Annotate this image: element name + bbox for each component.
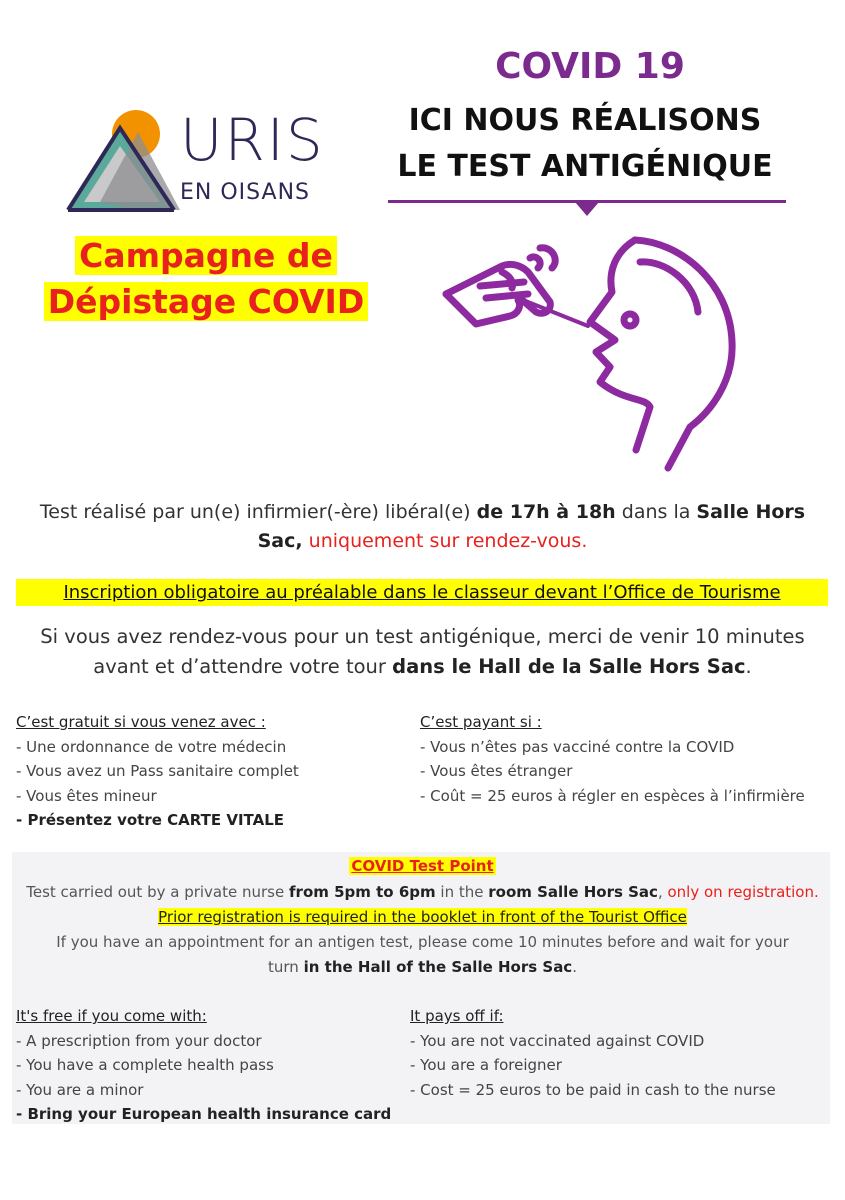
logo-subtitle: EN OISANS [180, 180, 310, 205]
en-free-list [16, 1004, 406, 1127]
en-wait-period: . [572, 957, 577, 976]
header-pointer [575, 202, 599, 216]
en-title [0, 856, 845, 875]
list-item: - Cost = 25 euros to be paid in cash to the nurse [410, 1080, 776, 1099]
campaign-title-line1: Campagne de [36, 236, 376, 276]
en-wait-text-2: turn [268, 957, 299, 976]
fr-intro-time: de 17h à 18h [476, 501, 616, 523]
header-line2: LE TEST ANTIGÉNIQUE [397, 149, 773, 184]
list-item: - You are a foreigner [410, 1056, 562, 1074]
fr-registration-banner [16, 579, 828, 606]
en-intro [0, 880, 845, 905]
uris-logo [62, 106, 352, 226]
fr-wait-instructions [0, 622, 845, 682]
fr-intro-text: Test réalisé par un(e) infirmier(-ère) libéral(e) [39, 501, 471, 523]
header-line1: ICI NOUS RÉALISONS [408, 103, 762, 138]
list-item: - Coût = 25 euros à régler en espèces à l’infirmière [420, 786, 805, 805]
fr-free-list [16, 710, 406, 833]
fr-intro-place: Salle Hors [696, 501, 806, 523]
fr-paid-heading: C’est payant si : [420, 713, 542, 731]
logo-brand-text: URIS [180, 106, 325, 174]
list-item: - Vous avez un Pass sanitaire complet [16, 762, 299, 780]
fr-intro-appointment: uniquement sur rendez-vous. [308, 530, 588, 553]
en-intro-connector: in the [440, 883, 484, 901]
en-registration-line [0, 905, 845, 930]
list-item: - Une ordonnance de votre médecin [16, 737, 287, 756]
mountain-sun-icon [62, 106, 192, 216]
list-item: - You are a minor [16, 1080, 144, 1099]
fr-paid-list [420, 710, 835, 808]
campaign-title-line2: Dépistage COVID [36, 282, 376, 322]
nasal-swab-test-icon [440, 232, 740, 472]
fr-registration-text: Inscription obligatoire au préalable dans le classeur devant l’Office de Tourisme [63, 582, 781, 603]
fr-intro [0, 498, 845, 557]
fr-intro-place-end: Sac, [257, 530, 303, 553]
list-item: - You have a complete health pass [16, 1056, 274, 1074]
en-registration-text: Prior registration is required in the booklet in front of the Tourist Office [158, 908, 687, 926]
en-paid-heading: It pays off if: [410, 1007, 504, 1025]
en-intro-text: Test carried out by a private nurse [26, 883, 285, 901]
en-title-text: COVID Test Point [351, 857, 494, 875]
en-intro-place: room Salle Hors Sac [488, 883, 658, 901]
en-free-heading: It's free if you come with: [16, 1007, 207, 1025]
en-wait-text: If you have an appointment for an antigen test, please come 10 minutes before and wait for your [56, 933, 789, 951]
fr-wait-place: dans le Hall de la Salle Hors Sac [392, 655, 746, 679]
fr-free-heading: C’est gratuit si vous venez avec : [16, 713, 266, 731]
en-intro-time: from 5pm to 6pm [289, 883, 436, 901]
fr-intro-connector: dans la [621, 501, 691, 523]
en-paid-list [410, 1004, 825, 1102]
list-item: - Vous êtes mineur [16, 786, 157, 805]
list-item: - Vous êtes étranger [420, 762, 573, 780]
list-item: - A prescription from your doctor [16, 1031, 262, 1050]
list-item: - Vous n’êtes pas vacciné contre la COVID [420, 737, 735, 756]
fr-wait-text-2: avant et d’attendre votre tour [93, 655, 386, 679]
en-wait-place: in the Hall of the Salle Hors Sac [303, 957, 573, 976]
list-item: - Présentez votre CARTE VITALE [16, 811, 285, 829]
fr-wait-period: . [745, 655, 752, 679]
en-wait-instructions [0, 930, 845, 979]
list-item: - Bring your European health insurance card [16, 1105, 392, 1123]
covid-title: COVID 19 [495, 46, 685, 87]
fr-wait-text: Si vous avez rendez-vous pour un test antigénique, merci de venir 10 minutes [40, 625, 805, 648]
en-intro-registration-note: only on registration. [667, 883, 819, 901]
list-item: - You are not vaccinated against COVID [410, 1031, 705, 1050]
en-intro-comma: , [657, 883, 663, 901]
